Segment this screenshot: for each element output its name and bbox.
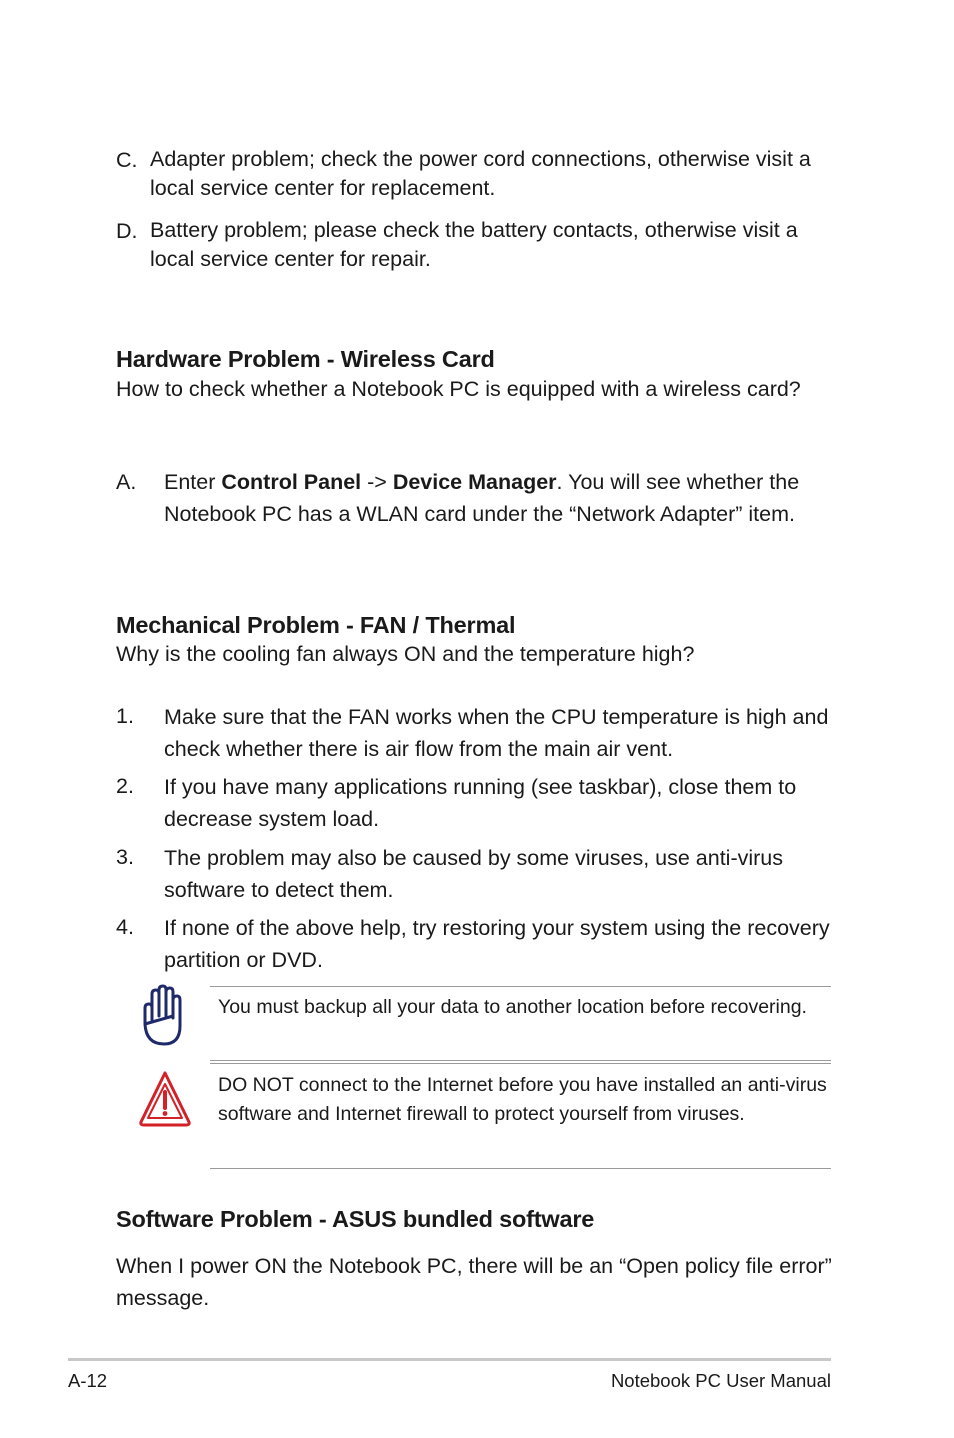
step-text: The problem may also be caused by some viruses, use anti-virus software to detect them. [164,846,783,902]
fan-step-3 [116,842,836,906]
page-number: A-12 [68,1370,108,1391]
note-bottom-rule [210,1168,831,1169]
step-label: 2. [116,774,134,798]
note-divider [210,1060,831,1064]
step-text: If none of the above help, try restoring your system using the recovery partition or DVD. [164,916,830,972]
software-question: When I power ON the Notebook PC, there will be an “Open policy file error” message. [116,1254,832,1310]
footer-rule [68,1358,831,1361]
wireless-question: How to check whether a Notebook PC is equipped with a wireless card? [116,377,801,401]
device-manager-term: Device Manager [392,470,557,494]
step-text: If you have many applications running (see taskbar), close them to decrease system load. [164,775,797,831]
step-text: Make sure that the FAN works when the CPU temperature is high and check whether there is air flow from the main air vent. [164,705,829,761]
list-label: C. [116,148,138,172]
caution-note-text: You must backup all your data to another location before recovering. [218,996,807,1018]
step-label: 4. [116,915,134,939]
hand-stop-icon [140,984,188,1048]
list-text: Adapter problem; check the power cord connections, otherwise visit a local service center for replacement. [150,147,811,200]
manual-title: Notebook PC User Manual [610,1370,831,1391]
fan-step-2 [116,771,836,835]
section-heading-wireless: Hardware Problem - Wireless Card [116,346,495,372]
fan-step-4 [116,912,836,976]
warning-triangle-icon [138,1070,192,1128]
list-item-c [116,145,836,203]
step-text [164,467,836,530]
step-arrow: -> [361,470,393,494]
step-label: 1. [116,704,134,728]
list-item-d [116,216,836,274]
list-text: Battery problem; please check the battery contacts, otherwise visit a local service center for repair. [150,218,798,271]
step-label: 3. [116,845,134,869]
control-panel-term: Control Panel [221,470,362,494]
section-heading-fan: Mechanical Problem - FAN / Thermal [116,612,516,638]
warning-note-text: DO NOT connect to the Internet before you have installed an anti-virus software and Internet firewall to protect yourself from viruses. [218,1074,827,1125]
fan-step-1 [116,701,836,765]
wireless-step [116,467,836,530]
fan-question: Why is the cooling fan always ON and the temperature high? [116,642,695,666]
step-label: A. [116,470,137,494]
step-text-post: . You will see whether the Notebook PC has a WLAN card under the “Network Adapter” item. [164,470,800,526]
note-top-rule [210,986,831,987]
list-label: D. [116,219,138,243]
section-heading-software: Software Problem - ASUS bundled software [116,1206,595,1232]
step-text-pre: Enter [164,470,222,494]
